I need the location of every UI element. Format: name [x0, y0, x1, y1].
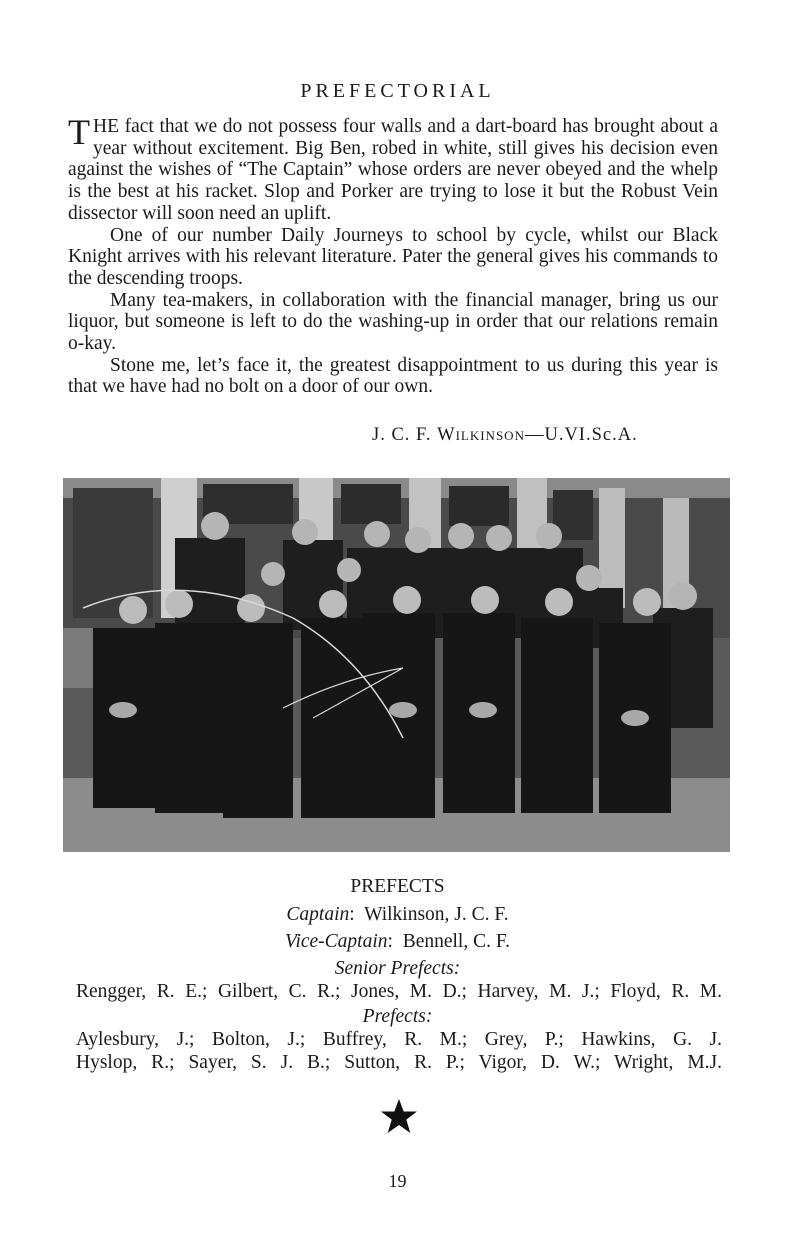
signature-name: Wilkinson	[437, 425, 525, 445]
article-body	[68, 112, 718, 398]
senior-prefects-label: Senior Prefects	[334, 958, 454, 979]
prefects-list-line-1: Aylesbury, J.; Bolton, J.; Buffrey, R. M.; Grey, P.; Hawkins, G. J.	[76, 1029, 722, 1050]
captain-line: Captain: Wilkinson, J. C. F.	[286, 904, 509, 925]
article-title: PREFECTORIAL	[300, 80, 495, 102]
signature-form: —U.VI.Sc.A.	[524, 425, 638, 445]
signature-initials: J. C. F.	[372, 425, 438, 445]
prefects-label: Prefects	[362, 1006, 426, 1027]
star-icon	[379, 1097, 419, 1137]
vice-captain-label: Vice-Captain	[284, 931, 388, 952]
paragraph-1-text: HE fact that we do not possess four walls and a dart-board has brought about a year without excitement. Big Ben, robed in white, still gives his decision even against the wishes of “The Captain” whose orders are never obeyed and the whelp is the best at his racket. Slop and Porker are trying to lose it but the Robust Vein dissector will soon need an uplift.	[68, 116, 718, 224]
drop-cap: T	[68, 112, 90, 152]
captain-label: Captain	[286, 904, 350, 925]
captain-value: Wilkinson, J. C. F.	[364, 904, 509, 925]
paragraph-3: Many tea-makers, in collaboration with the financial manager, bring us our liquor, but someone is left to do the washing-up in order that our relations remain o-kay.	[68, 289, 718, 355]
prefects-list-line-2: Hyslop, R.; Sayer, S. J. B.; Sutton, R. P.; Vigor, D. W.; Wright, M.J.	[76, 1052, 722, 1073]
prefects-heading: PREFECTS	[350, 876, 445, 897]
group-photograph	[63, 478, 730, 852]
paragraph-2: One of our number Daily Journeys to school by cycle, whilst our Black Knight arrives with his relevant literature. Pater the general gives his commands to the descending troops.	[68, 224, 718, 289]
senior-prefects-list: Rengger, R. E.; Gilbert, C. R.; Jones, M. D.; Harvey, M. J.; Floyd, R. M.	[76, 981, 722, 1002]
vice-captain-value: Bennell, C. F.	[402, 931, 511, 952]
paragraph-1	[68, 112, 718, 225]
signature	[372, 425, 638, 446]
prefects-subheading: Prefects:	[362, 1006, 433, 1027]
vice-captain-line: Vice-Captain: Bennell, C. F.	[284, 931, 511, 952]
paragraph-4: Stone me, let’s face it, the greatest disappointment to us during this year is that we have had no bolt on a door of our own.	[68, 354, 718, 398]
page-number: 19	[388, 1171, 407, 1191]
senior-prefects-heading: Senior Prefects:	[334, 958, 461, 979]
